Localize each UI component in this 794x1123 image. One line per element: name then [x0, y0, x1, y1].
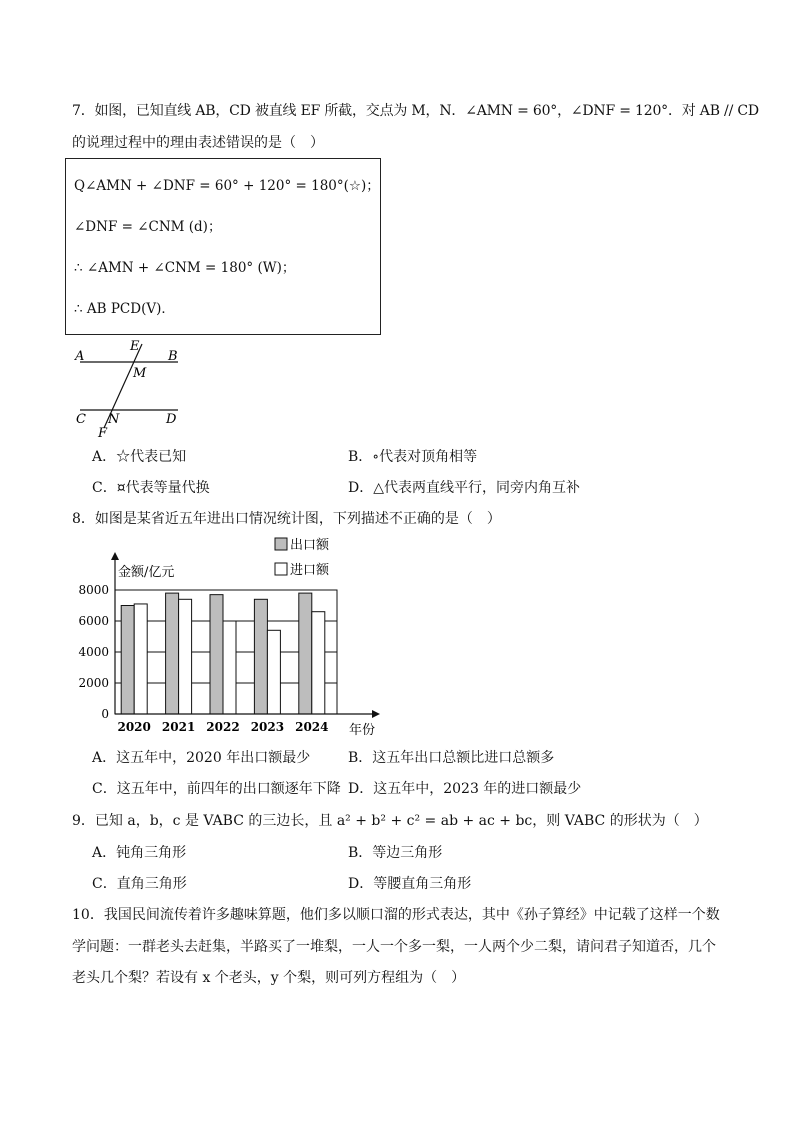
x-tick-label: 2024 — [295, 720, 329, 734]
q8-stem: 8．如图是某省近五年进出口情况统计图，下列描述不正确的是（ ） — [72, 511, 501, 527]
q7-option-b[interactable]: B．∘代表对顶角相等 — [348, 449, 478, 465]
q10-stem-line1: 10．我国民间流传着许多趣味算题，他们多以顺口溜的形式表达，其中《孙子算经》中记载了这样一个数 — [72, 907, 720, 923]
bar-import-2021 — [179, 599, 192, 714]
q8-option-d[interactable]: D．这五年中，2023 年的进口额最少 — [348, 781, 582, 797]
q10-stem-line3: 老头几个梨？若设有 x 个老头，y 个梨，则可列方程组为（ ） — [72, 970, 466, 986]
x-axis-arrow — [372, 710, 380, 718]
legend-label: 进口额 — [290, 563, 330, 578]
q7-proof-box — [65, 158, 381, 335]
y-axis-arrow — [111, 552, 119, 560]
label-b: B — [168, 349, 178, 364]
q7-proof-step-2: ∠DNF = ∠CNM (d)； — [74, 219, 222, 235]
q7-stem-line2: 的说理过程中的理由表述错误的是（ ） — [72, 135, 324, 151]
q9-option-a[interactable]: A．钝角三角形 — [92, 845, 187, 861]
y-tick-label: 0 — [101, 707, 109, 721]
x-tick-label: 2022 — [206, 720, 240, 734]
bar-import-2023 — [267, 630, 280, 714]
bar-export-2022 — [210, 595, 223, 714]
label-a: A — [75, 349, 85, 364]
q10-stem-line2: 学问题：一群老头去赶集，半路买了一堆梨，一人一个多一梨，一人两个少二梨，请问君子知道否，几个 — [72, 939, 716, 955]
y-axis-label: 金额/亿元 — [118, 565, 175, 580]
chart-bars — [121, 593, 325, 714]
bar-export-2023 — [254, 599, 267, 714]
bar-export-2024 — [299, 593, 312, 714]
q9-option-d[interactable]: D．等腰直角三角形 — [348, 876, 472, 892]
chart-legend — [275, 537, 330, 578]
bar-import-2020 — [134, 604, 147, 714]
x-tick-label: 2020 — [117, 720, 151, 734]
legend-swatch — [275, 538, 287, 550]
x-tick-label: 2021 — [161, 720, 196, 734]
label-c: C — [76, 412, 86, 427]
y-tick-label: 2000 — [78, 676, 109, 690]
y-tick-label: 8000 — [78, 583, 109, 597]
q7-stem-line1: 7．如图，已知直线 AB，CD 被直线 EF 所截，交点为 M，N．∠AMN = 60°，∠DNF = 120°．对 AB // CD — [72, 103, 759, 119]
y-tick-label: 4000 — [78, 645, 109, 659]
q7-proof-step-3: ∴ ∠AMN + ∠CNM = 180° (W)； — [74, 260, 296, 276]
bar-import-2022 — [223, 621, 236, 714]
q7-parallel-lines-figure — [70, 338, 190, 440]
legend-swatch — [275, 563, 287, 575]
x-axis-label: 年份 — [349, 723, 376, 738]
q7-proof-step-1: Q∠AMN + ∠DNF = 60° + 120° = 180°(☆)； — [74, 178, 380, 194]
bar-export-2021 — [166, 593, 179, 714]
q7-proof-step-4: ∴ AB PCD(V)． — [74, 301, 175, 317]
label-n: N — [108, 412, 120, 427]
legend-label: 出口额 — [290, 538, 330, 553]
label-m: M — [133, 366, 147, 381]
q9-option-c[interactable]: C．直角三角形 — [92, 876, 187, 892]
q9-stem: 9．已知 a，b，c 是 VABC 的三边长，且 a² + b² + c² = ab + ac + bc，则 VABC 的形状为（ ） — [72, 813, 708, 829]
bar-import-2024 — [312, 612, 325, 714]
bar-export-2020 — [121, 606, 134, 715]
q8-option-b[interactable]: B．这五年出口总额比进口总额多 — [348, 750, 555, 766]
label-d: D — [166, 412, 177, 427]
q8-option-a[interactable]: A．这五年中，2020 年出口额最少 — [92, 750, 311, 766]
q9-option-b[interactable]: B．等边三角形 — [348, 845, 443, 861]
q8-bar-chart — [60, 532, 390, 742]
label-e: E — [130, 339, 140, 354]
y-tick-label: 6000 — [78, 614, 109, 628]
q8-option-c[interactable]: C．这五年中，前四年的出口额逐年下降 — [92, 781, 341, 797]
label-f: F — [98, 426, 108, 440]
q7-option-d[interactable]: D．△代表两直线平行，同旁内角互补 — [348, 480, 580, 496]
q7-option-a[interactable]: A．☆代表已知 — [92, 449, 187, 465]
x-tick-label: 2023 — [250, 720, 285, 734]
q7-option-c[interactable]: C．¤代表等量代换 — [92, 480, 210, 496]
